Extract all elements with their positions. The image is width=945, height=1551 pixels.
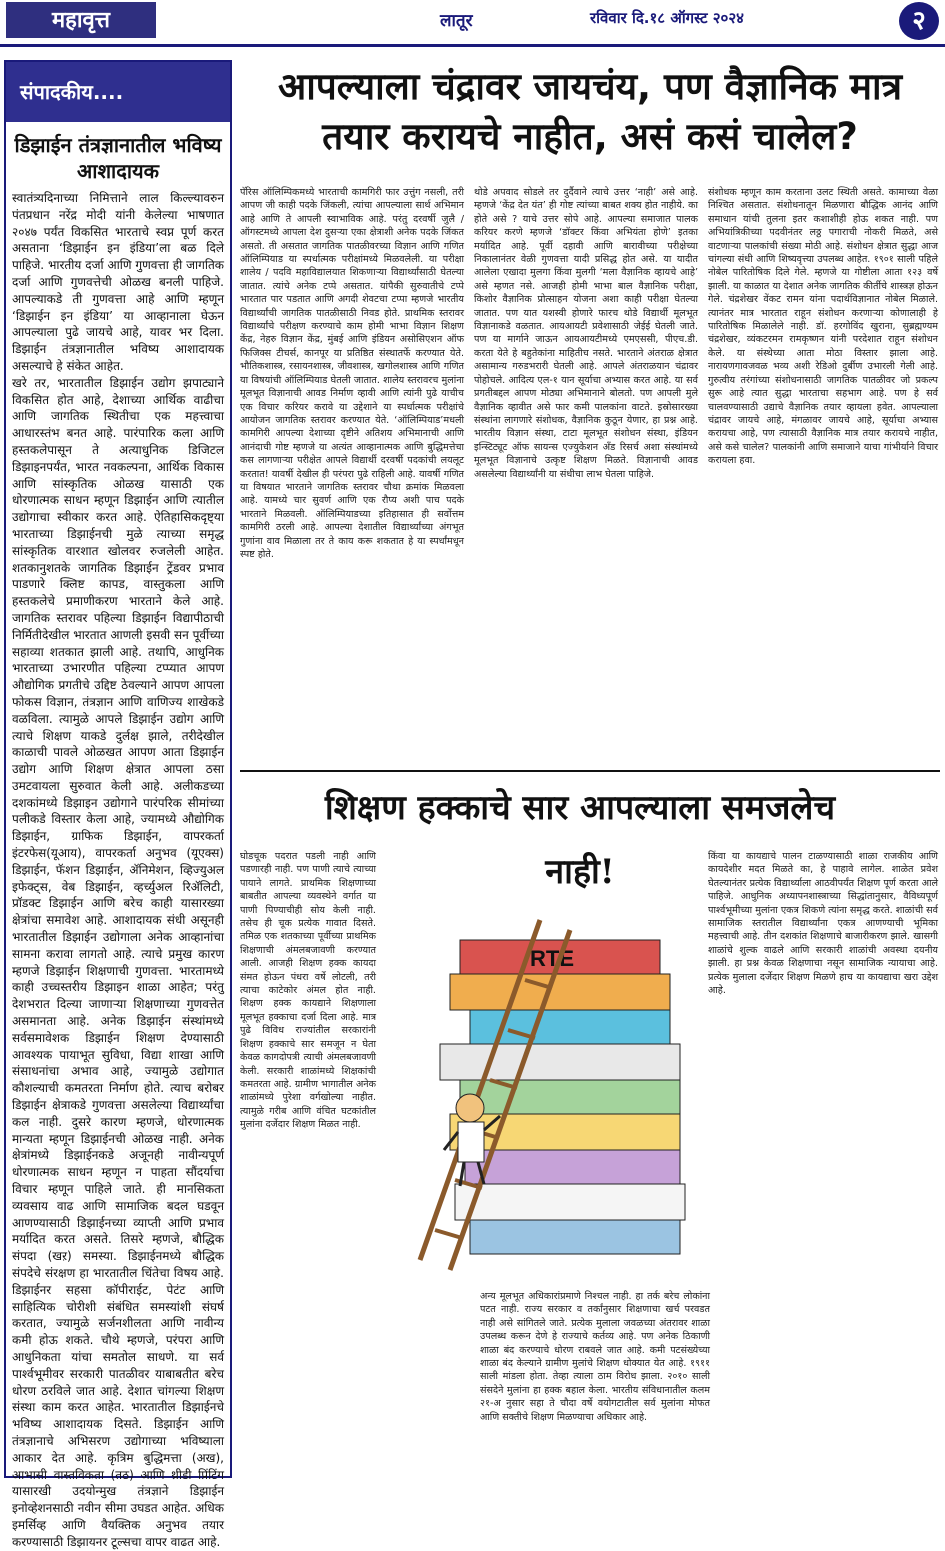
main-article-column-3: संशोधक म्हणून काम करताना उलट स्थिती असते. कामाच्या वेळा निश्चित असतात. संशोधनातून मिळणारा बौद्धिक आनंद आणि समाधान यांची तुलना इतर कशाशीही होऊ शकत नाही. पण अभियांत्रिकीच्या पदवीनंतर लठ्ठ पगाराची नोकरी मिळते, असे वाटणाऱ्या पालकांची संख्या मोठी आहे. संशोधन क्षेत्रात सुद्धा आज चांगल्या संधी आणि शिष्यवृत्त्या उपलब्ध आहेत. १९०१ साली पहिले नोबेल पारितोषिक दिले गेले. म्हणजे या गोष्टीला आता १२३ वर्षे झाली. या काळात या देशात अनेक जागतिक कीर्तीचे शास्त्रज्ञ होऊन गेले. चंद्रशेखर वेंकट रामन यांना पदार्थविज्ञानात नोबेल मिळाले. त्यानंतर मात्र भारतात राहून संशोधन करणाऱ्या कोणालाही हे पारितोषिक मिळालेले नाही. डॉ. हरगोविंद खुराना, सुब्रह्मण्यम चंद्रशेखर, व्यंकटरमन रामकृष्णन यांनी परदेशात राहून संशोधन केले. या संस्थेच्या आता मोठा विस्तार झाला आहे. नारायणगावजवळ भव्य अशी रेडिओ दुर्बीण उभारली गेली आहे. गुरुत्वीय तरंगांच्या संशोधनासाठी जागतिक पातळीवर जो प्रकल्प सुरू आहे त्यात सुद्धा भारताचा सहभाग आहे. पण हे सर्व चालवण्यासाठी उद्याचे वैज्ञानिक तयार व्हायला हवेत. आपल्याला चंद्रावर जायचे आहे, मंगळावर जायचे आहे, सूर्याचा अभ्यास करायचा आहे, पण त्यासाठी वैज्ञानिक मात्र तयार करायचे नाहीत, असे कसे चालेल? पालकांनी आणि समाजाने याचा गांभीर्याने विचार करायला हवा.: [708, 187, 938, 467]
second-article-column-1: घोडचूक पदरात पडली नाही आणि पडणारही नाही. पण पाणी त्याचे त्याच्या पायाने लागते. प्राथमिक शिक्षणाच्या बाबतीत आपल्या व्यवस्थेने वर्गात या पाणी पिण्याचीही सोय केली नाही. तसेच ही चूक प्रत्येक गावात दिसते. तमिळ एक शतकाच्या पूर्वीच्या प्राथमिक शिक्षणाची अंमलबजावणी करण्यात आली. आजही शिक्षण हक्क कायदा संमत होऊन पंधरा वर्षे लोटली, तरी त्याचा काटेकोर अंमल होत नाही. शिक्षण हक्क कायद्याने शिक्षणाला मूलभूत हक्काचा दर्जा दिला आहे. मात्र पुढे विविध राज्यांतील सरकारांनी शिक्षण हक्काचे सार समजून न घेता केवळ कागदोपत्री त्याची अंमलबजावणी केली. सरकारी शाळांमध्ये शिक्षकांची कमतरता आहे. ग्रामीण भागातील अनेक शाळांमध्ये पुरेशा वर्गखोल्या नाहीत. त्यामुळे गरीब आणि वंचित घटकांतील मुलांना दर्जेदार शिक्षण मिळत नाही.: [240, 851, 376, 1131]
section-divider: [240, 770, 940, 772]
page-number-badge: २: [899, 2, 939, 40]
edition-date: रविवार दि.१८ ऑगस्ट २०२४: [590, 9, 744, 27]
editorial-column: [4, 60, 232, 1549]
masthead: [0, 0, 945, 47]
second-article-column-3: किंवा या कायद्याचे पालन टाळण्यासाठी शाळा राजकीय आणि कायदेशीर मदत मिळते का, हे पाहावे लागेल. शाळेत प्रवेश घेतल्यानंतर प्रत्येक विद्यार्थ्याला आठवीपर्यंत शिक्षण पूर्ण करता आले पाहिजे. आधुनिक अध्यापनशास्त्राच्या सिद्धांतानुसार, वैविध्यपूर्ण पार्श्वभूमीच्या मुलांना एकत्र शिकणे त्यांना समृद्ध करते. शाळांची सर्व सामाजिक स्तरातील विद्यार्थ्यांना एकत्र आणण्याची भूमिका महत्त्वाची आहे. तीन दशकांत शिक्षणाचे बाजारीकरण झाले. खासगी शाळांचे शुल्क वाढले आणि सरकारी शाळांची अवस्था दयनीय झाली. हा प्रश्न केवळ शिक्षणाचा नसून सामाजिक न्यायाचा आहे. प्रत्येक मुलाला दर्जेदार शिक्षण मिळणे हाच या कायद्याचा खरा उद्देश आहे.: [708, 851, 938, 997]
rte-label: RTE: [530, 946, 574, 971]
second-article-headline: शिक्षण हक्काचे सार आपल्याला समजलेच नाही!: [324, 788, 836, 892]
editorial-section-label: संपादकीय....: [6, 62, 230, 124]
newspaper-name: महावृत्त: [6, 2, 156, 38]
second-article-column-2: अन्य मूलभूत अधिकारांप्रमाणे निश्चल नाही. हा तर्क बरेच लोकांना पटत नाही. राज्य सरकार व तर्कांनुसार शिक्षणाचा खर्च परवडत नाही असे सांगितले जाते. प्रत्येक मुलाला जवळच्या अंतरावर शाळा उपलब्ध करून देणे हे राज्याचे कर्तव्य आहे. पण अनेक ठिकाणी शाळा बंद करण्याचे धोरण राबवले जात आहे. कमी पटसंख्येच्या शाळा बंद केल्याने ग्रामीण मुलांचे शिक्षण धोक्यात येत आहे. १९११ साली मांडला होता. तेव्हा त्याला ठाम विरोध झाला. २०१० साली संसदेने मुलांना हा हक्क बहाल केला. भारतीय संविधानातील कलम २१-अ नुसार सहा ते चौदा वर्षे वयोगटातील सर्व मुलांना मोफत आणि सक्तीचे शिक्षण मिळण्याचा अधिकार आहे.: [480, 1291, 710, 1423]
editorial-headline: डिझाईन तंत्रज्ञानातील भविष्य आशादायक: [14, 133, 222, 183]
main-article-column-2: थोडे अपवाद सोडले तर दुर्दैवाने त्याचे उत्तर ‘नाही’ असे आहे. म्हणजे ‘केंद्र देत यंत’ ही गोष्ट त्यांच्या बाबत शक्य होत नाहीये. का होते असे ? याचे उत्तर सोपे आहे. आपल्या समाजात पालक करियर करणे म्हणजे ‘डॉक्टर किंवा अभियंता होणे’ इतका मर्यादित आहे. पूर्वी दहावी आणि बारावीच्या परीक्षेच्या निकालानंतर वेळी गुणवत्ता यादी प्रसिद्ध होत असे. या यादीत आलेला एखादा मुलगा किंवा मुलगी ‘मला वैज्ञानिक व्हायचे आहे’ असे म्हणत नसे. आजही होमी भाभा बाल वैज्ञानिक परीक्षा, किशोर वैज्ञानिक प्रोत्साहन योजना अशा काही परीक्षा घेतल्या जातात. पण यात यशस्वी होणारे फारच थोडे विद्यार्थी मूलभूत विज्ञानाकडे वळतात. आयआयटी प्रवेशासाठी जेईई घेतली जाते. पण या मार्गाने जाऊन आयआयटीमध्ये एमएससी, पीएच.डी. करता येते हे बहुतेकांना माहितीच नसते. भारताने अंतराळ क्षेत्रात असामान्य गरुडभरारी घेतली आहे. आपले अंतराळयान चंद्रावर पोहोचले. आदित्य एल-१ यान सूर्याचा अभ्यास करत आहे. या सर्व प्रगतीबद्दल आपण मोठ्या अभिमानाने बोलतो. पण आपली मुले वैज्ञानिक व्हावीत असे फार कमी पालकांना वाटते. इस्रोसारख्या संस्थांना लागणारे संशोधक, वैज्ञानिक कुठून येणार, हा प्रश्न आहे. भारतीय विज्ञान संस्था, टाटा मूलभूत संशोधन संस्था, इंडियन इन्स्टिट्यूट ऑफ सायन्स एज्युकेशन अँड रिसर्च अशा संस्थांमध्ये मूलभूत विज्ञानाचे उत्कृष्ट शिक्षण मिळते. विज्ञानाची आवड असलेल्या विद्यार्थ्यांनी या संधीचा लाभ घेतला पाहिजे.: [474, 187, 698, 480]
editorial-body: स्वातंत्र्यदिनाच्या निमित्ताने लाल किल्ल्यावरुन पंतप्रधान नरेंद्र मोदी यांनी केलेल्या भाषणात २०४७ पर्यंत विकसित भारताचे स्वप्न पूर्ण करत असताना ‘डिझाईन इन इंडिया’ला बळ दिले पाहिजे. भारतीय दर्जा आणि गुणवत्ता ही जागतिक दर्जा आणि गुणवत्तेची ओळख बनली पाहिजे. आपल्याकडे ती गुणवत्ता आहे आणि म्हणून ‘डिझाईन इन इंडिया’ या आव्हानाला घेऊन आपल्याला पुढे जायचे आहे, यावर भर दिला. डिझाईन तंत्रज्ञानातील भविष्य आशादायक असल्याचे हे संकेत आहेत. खरे तर, भारतातील डिझाईन उद्योग झपाट्याने विकसित होत आहे, देशाच्या आर्थिक वाढीचा आणि जागतिक स्थितीचा एक महत्त्वाचा आधारस्तंभ बनत आहे. पारंपारिक कला आणि हस्तकलेपासून ते अत्याधुनिक डिजिटल डिझाइनपर्यंत, भारत नवकल्पना, आर्थिक विकास आणि सांस्कृतिक ओळख यासाठी एक धोरणात्मक साधन म्हणून डिझाईन आणि त्यातील उद्योगाचा स्वीकार करत आहे. ऐतिहासिकदृष्ट्या भारताच्या डिझाईनची मुळे त्याच्या समृद्ध सांस्कृतिक वारशात खोलवर रुजलेली आहेत. शतकानुशतके जागतिक डिझाईन ट्रेंडवर प्रभाव पाडणारे क्लिष्ट कापड, वास्तुकला आणि हस्तकलेचे प्रमाणीकरण भारताने केले आहे. जागतिक स्तरावर पहिल्या डिझाईन विद्यापीठाची निर्मितीदेखील भारतात आणली इसवी सन पूर्वीच्या सहाव्या शतकात झाली आहे. तथापि, आधुनिक भारताच्या उभारणीत पहिल्या टप्प्यात आपण औद्योगिक प्रगतीचे उद्दिष्ट ठेवल्याने आपण आपला फोकस विज्ञान, तंत्रज्ञान आणि वाणिज्य शाखेकडे वळविला. त्यामुळे आपले डिझाईन उद्योग आणि त्याचे शिक्षण याकडे दुर्लक्ष झाले, तरीदेखील काळाची पावले ओळखत आपण आता डिझाईन उद्योग आणि शिक्षण क्षेत्रात आपला ठसा उमटवायला सुरुवात केली आहे. अलीकडच्या दशकांमध्ये डिझाइन उद्योगाने पारंपरिक सीमांच्या पलीकडे विस्तार केला आहे, ज्यामध्ये औद्योगिक डिझाईन, ग्राफिक डिझाईन, वापरकर्ता इंटरफेस(यूआय), वापरकर्ता अनुभव (यूएक्स) डिझाईन, फॅशन डिझाईन, ॲनिमेशन, व्हिज्युअल इफेक्ट्स, वेब डिझाईन, व्हर्च्युअल रिॲलिटी, प्रॉडक्ट डिझाईन आणि बरेच काही यासारख्या क्षेत्रांचा समावेश आहे. आशादायक संधी असूनही भारतातील डिझाईन उद्योगाला अनेक आव्हानांचा सामना करावा लागतो आहे. त्याचे प्रमुख कारण म्हणजे डिझाईन शिक्षणाची गुणवत्ता. भारतामध्ये काही उच्चस्तरीय डिझाइन शाळा आहेत; परंतु देशभरात दिल्या जाणाऱ्या शिक्षणाच्या गुणवत्तेत असमानता आहे. अनेक डिझाईन संस्थांमध्ये सर्वसमावेशक डिझाईन शिक्षण देण्यासाठी आवश्यक पायाभूत सुविधा, विद्या शाखा आणि संसाधनांचा अभाव आहे, ज्यामुळे उद्योगात कौशल्याची कमतरता निर्माण होते. त्याच बरोबर डिझाईन क्षेत्राकडे गुणवत्ता असलेल्या विद्यार्थ्यांचा कल नाही. दुसरे कारण म्हणजे, धोरणात्मक मान्यता म्हणून डिझाईनची ओळख नाही. अनेक क्षेत्रांमध्ये डिझाईनकडे अजूनही नावीन्यपूर्ण धोरणात्मक साधन म्हणून न पाहता सौंदर्याचा विचार म्हणून पाहिले जाते. ही मानसिकता व्यवसाय वाढ आणि सामाजिक बदल घडवून आणण्यासाठी डिझाईनच्या व्याप्ती आणि प्रभाव मर्यादित करत असते. तिसरे म्हणजे, बौद्धिक संपदा (खऱ) समस्या. डिझाईनमध्ये बौद्धिक संपदेचे संरक्षण हा भारतातील चिंतेचा विषय आहे. डिझाईनर सहसा कॉपीराईट, पेटंट आणि साहित्यिक चोरीशी संबंधित समस्यांशी संघर्ष करतात, ज्यामुळे सर्जनशीलता आणि नावीन्य कमी होऊ शकते. चौथे म्हणजे, परंपरा आणि आधुनिकता यांचा समतोल साधणे. या सर्व पार्श्वभूमीवर सरकारी पातळीवर याबाबतीत बरेच धोरण ठरविले जात आहे. देशात चांगल्या शिक्षण संस्था काम करत आहेत. भारतातील डिझाईनचे भविष्य आशादायक दिसते. डिझाईन आणि तंत्रज्ञानाचे अभिसरण उद्योगाच्या भविष्याला आकार देत आहे. कृत्रिम बुद्धिमत्ता (अख), आभासी वास्तविकता (तठ) आणि थ्रीडी प्रिंटिंग यासारखी उदयोन्मुख तंत्रज्ञाने डिझाईन इनोव्हेशनसाठी नवीन सीमा उघडत आहेत. अधिक इमर्सिव्ह आणि वैयक्तिक अनुभव तयार करण्यासाठी डिझायनर टूल्सचा वापर वाढत आहे.: [12, 191, 224, 1549]
main-article-headline: आपल्याला चंद्रावर जायचंय, पण वैज्ञानिक मात्र तयार करायचे नाहीत, असं कसं चालेल?: [277, 65, 903, 158]
book-stack-illustration: [380, 880, 760, 1290]
edition-city: लातूर: [440, 11, 473, 31]
main-article-column-1: पॅरिस ऑलिम्पिकमध्ये भारताची कामगिरी फार उत्तुंग नसली, तरी आपण जी काही पदके जिंकली, त्यांचा आपल्याला सार्थ अभिमान आहे आणि ते आपली स्वाभाविक आहे. परंतु दरवर्षी जुलै / ऑगस्टमध्ये आपला देश दुसऱ्या एका क्षेत्राशी अनेक पदके जिंकत असतो. ती असतात जागतिक पातळीवरच्या विज्ञान आणि गणित ऑलिम्पियाड या स्पर्धात्मक परीक्षांमध्ये मिळवलेली. या परीक्षा शालेय / पदवि महाविद्यालयात शिकणाऱ्या विद्यार्थ्यांसाठी घेतल्या जातात. त्यांचे अनेक टप्पे असतात. यांपैकी सुरुवातीचे टप्पे भारतात पार पडतात आणि अगदी शेवटचा टप्पा म्हणजे भारतीय विद्यार्थ्यांची जागतिक पातळीसाठी निवड होते. प्राथमिक स्तरावर विद्यार्थ्यांचे परीक्षण करण्याचे काम होमी भाभा विज्ञान शिक्षण केंद्र, नेहरु विज्ञान केंद्र, मुंबई आणि इंडियन असोसिएशन ऑफ फिजिक्स टीचर्स, कानपूर या प्रतिष्ठित संस्थातर्फे करण्यात येते. भौतिकशास्त्र, रसायनशास्त्र, जीवशास्त्र, खगोलशास्त्र आणि गणित या विषयांची ऑलिम्पियाड घेतली जातात. शालेय स्तरावरच मुलांना मूलभूत विज्ञानाची आवड निर्माण व्हावी आणि त्यांनी पुढे याचीच एक विचार करियर करावे या उद्देशाने या स्पर्धात्मक परीक्षांचे आयोजन जागतिक स्तरावर करण्यात येते. ‘ऑलिम्पियाड’मधली कामगिरी आपल्या देशाच्या दृष्टीने अतिशय अभिमानाची आणि आनंदाची गोष्ट म्हणजे या अत्यंत आव्हानात्मक आणि बुद्धिमत्तेचा कस लागणाऱ्या परीक्षेत आपले विद्यार्थी दरवर्षी पदकांची लयलूट करतात! यावर्षी देखील ही परंपरा पुढे राहिली आहे. यावर्षी गणित या विषयात भारताने जागतिक स्तरावर चौथा क्रमांक मिळवला आहे. यामध्ये चार सुवर्ण आणि एक रौप्य अशी पाच पदके भारताने मिळवली. ऑलिम्पियाडच्या इतिहासात ही सर्वोत्तम कामगिरी ठरली आहे. आपल्या देशातील विद्यार्थ्यांच्या अंगभूत गुणांना वाव मिळाला तर ते काय करू शकतात हे या स्पर्धांमधून स्पष्ट होते.: [240, 187, 464, 560]
second-article-column-2-top: [474, 850, 704, 880]
